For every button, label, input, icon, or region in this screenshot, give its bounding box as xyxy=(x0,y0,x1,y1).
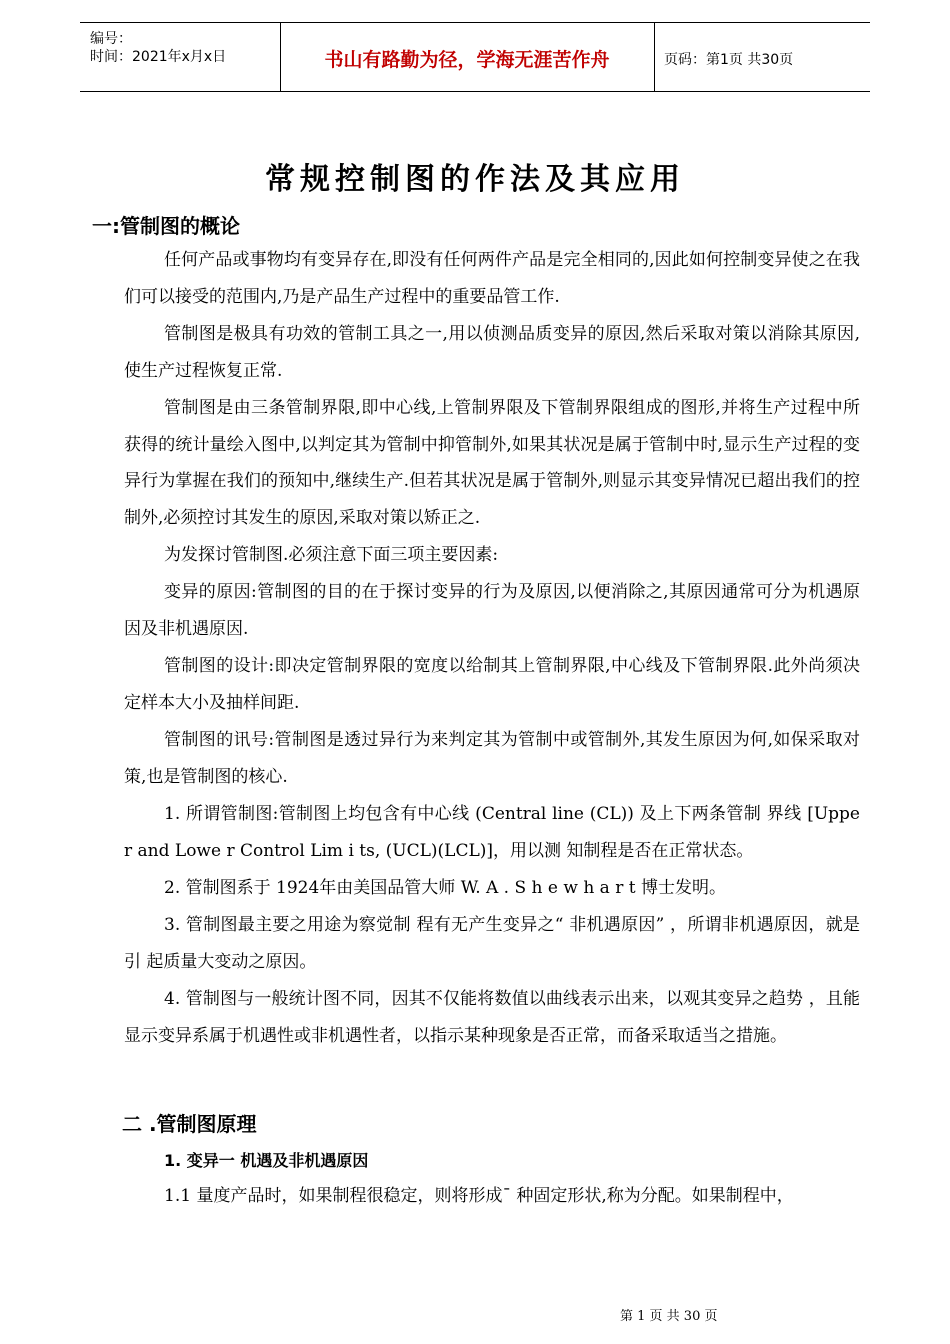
list-item: 4. 管制图与一般统计图不同，因其不仅能将数值以曲线表示出来，以观其变异之趋势 ，且能显示变异系属于机遇性或非机遇性者，以指示某种现象是否正常，而备采取适当之措施。 xyxy=(124,989,860,1046)
paragraph: 为发探讨管制图.必须注意下面三项主要因素: xyxy=(164,545,499,565)
section-1-heading: 一:管制图的概论 xyxy=(92,214,240,238)
paragraph: 任何产品或事物均有变异存在,即没有任何两件产品是完全相同的,因此如何控制变异使之在我们可以接受的范围内,乃是产品生产过程中的重要品管工作. xyxy=(124,250,860,307)
page-header xyxy=(80,22,870,92)
serial-number-label: 编号： xyxy=(90,31,132,47)
paragraph: 变异的原因:管制图的目的在于探讨变异的行为及原因,以便消除之,其原因通常可分为机遇原因及非机遇原因. xyxy=(124,582,860,639)
motto-text: 书山有路勤为径，学海无涯苦作舟 xyxy=(324,49,610,71)
paragraph: 管制图是由三条管制界限,即中心线,上管制界限及下管制界限组成的图形,并将生产过程中所获得的统计量绘入图中,以判定其为管制中抑管制外,如果其状况是属于管制中时,显示生产过程的变异行为掌握在我们的预知中,继续生产.但若其状况是属于管制外,则显示其变异情况已超出我们的控制外,必须控讨其发生的原因,采取对策以矫正之. xyxy=(124,398,860,528)
list-item: 2. 管制图系于 1924年由美国品管大师 W. A . S h e w h a r t 博士发明。 xyxy=(164,878,726,898)
header-motto-cell xyxy=(280,23,655,91)
section-2-subheading: 1. 变异一 机遇及非机遇原因 xyxy=(164,1151,369,1170)
page-footer: 第 1 页 共 30 页 xyxy=(620,1309,718,1324)
header-page-cell xyxy=(654,23,870,91)
list-item: 3. 管制图最主要之用途为察觉制 程有无产生变异之“ 非机遇原因” ，所谓非机遇原因，就是引 起质量大变动之原因。 xyxy=(124,915,860,972)
section-2-heading: 二 .管制图原理 xyxy=(122,1112,257,1136)
header-info-cell xyxy=(80,23,281,91)
page-number-label: 页码：第1页 共30页 xyxy=(664,52,794,68)
list-item: 1. 所谓管制图:管制图上均包含有中心线 (Central line (CL)) 及上下两条管制 界线 [Uppe r and Lowe r Control Lim i ts, (UCL)(LCL)]，用以测 知制程是否在正常状态。 xyxy=(124,804,860,861)
paragraph: 1.1 量度产品时，如果制程很稳定，则将形成¯ 种固定形状,称为分配。如果制程中， xyxy=(164,1186,794,1206)
document-title: 常规控制图的作法及其应用 xyxy=(265,162,685,197)
paragraph: 管制图的设计:即决定管制界限的宽度以给制其上管制界限,中心线及下管制界限.此外尚须决定样本大小及抽样间距. xyxy=(124,656,860,713)
paragraph: 管制图是极具有功效的管制工具之一,用以侦测品质变异的原因,然后采取对策以消除其原因,使生产过程恢复正常. xyxy=(124,324,860,381)
paragraph: 管制图的讯号:管制图是透过异行为来判定其为管制中或管制外,其发生原因为何,如保采取对策,也是管制图的核心. xyxy=(124,730,860,787)
date-label: 时间：2021年x月x日 xyxy=(90,49,227,65)
